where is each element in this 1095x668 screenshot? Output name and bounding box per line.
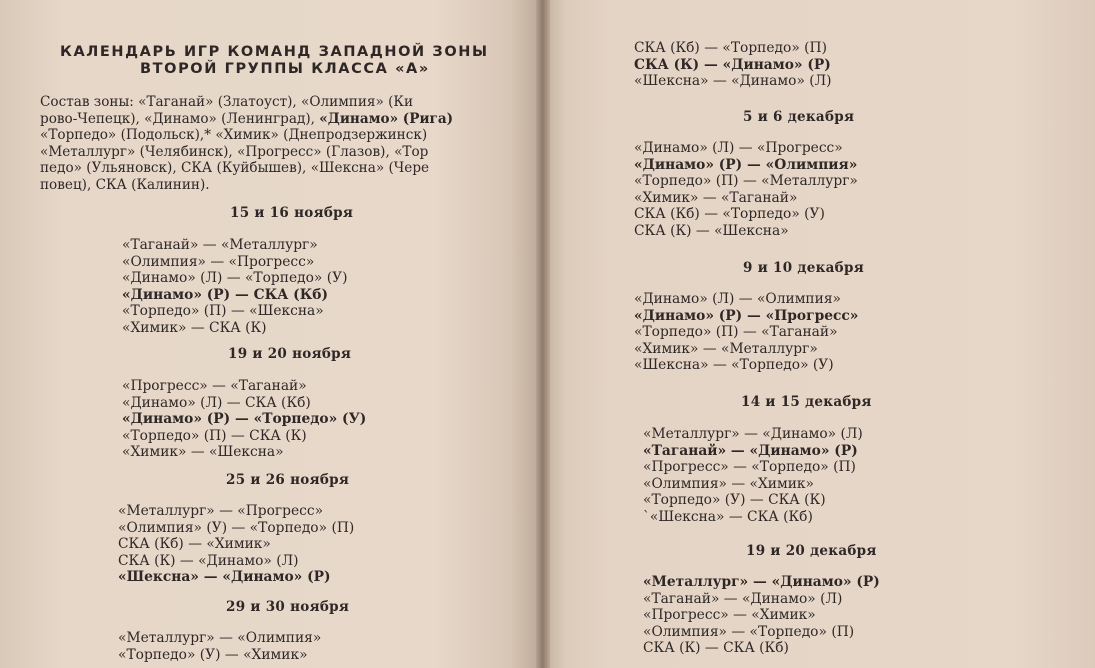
continued-games-list	[634, 40, 832, 90]
game-matchup: «Динамо» (Р) — «Олимпия»	[634, 156, 858, 173]
left-page	[0, 0, 543, 668]
game-matchup: «Химик» — «Шексна»	[122, 444, 284, 461]
round-date-heading: 14 и 15 декабря	[741, 394, 872, 410]
game-matchup: «Шексна» — «Динамо» (Л)	[634, 73, 832, 90]
game-matchup: «Таганай» — «Динамо» (Л)	[643, 590, 843, 607]
game-matchup: «Динамо» (Л) — «Олимпия»	[634, 291, 841, 307]
intro-bold-text: «Динамо» (Рига)	[319, 110, 454, 127]
game-matchup: «Шексна» — «Торпедо» (У)	[634, 357, 834, 374]
game-matchup: «Торпедо» (У) — «Химик»	[118, 646, 308, 663]
round-games-list	[634, 140, 858, 240]
game-matchup: СКА (К) — «Динамо» (Р)	[634, 56, 831, 73]
game-matchup: «Торпедо» (П) — СКА (К)	[122, 427, 307, 444]
game-matchup: «Химик» — СКА (К)	[122, 319, 267, 336]
game-matchup: «Шексна» — «Динамо» (Р)	[118, 569, 331, 586]
intro-text: рово-Чепецк), «Динамо» (Ленинград),	[40, 110, 320, 127]
round-games-list	[118, 503, 354, 586]
game-matchup: СКА (К) — «Динамо» (Л)	[118, 552, 299, 569]
intro-text: «Металлург» (Челябинск), «Прогресс» (Глазов), «Тор	[40, 143, 429, 160]
game-matchup: «Динамо» (Р) — «Торпедо» (У)	[122, 411, 367, 428]
game-matchup: «Прогресс» — «Таганай»	[122, 378, 307, 394]
round-games-list	[122, 378, 366, 461]
game-matchup: СКА (Кб) — «Торпедо» (П)	[634, 40, 827, 56]
game-matchup: «Металлург» — «Прогресс»	[118, 503, 324, 519]
intro-text: «Торпедо» (Подольск),* «Химик» (Днепродзержинск)	[40, 127, 428, 144]
game-matchup: «Торпедо» (П) — «Шексна»	[122, 303, 324, 320]
game-matchup: СКА (К) — «Шексна»	[634, 222, 789, 239]
round-date-heading: 15 и 16 ноября	[230, 205, 354, 221]
game-matchup: «Металлург» — «Олимпия»	[118, 630, 322, 646]
round-date-heading: 19 и 20 ноября	[228, 346, 352, 362]
game-matchup: «Химик» — «Таганай»	[634, 189, 798, 206]
game-matchup: «Олимпия» — «Химик»	[643, 475, 814, 492]
intro-text: Состав зоны: «Таганай» (Златоуст), «Олимпия» (Ки	[40, 94, 413, 110]
round-date-heading: 5 и 6 декабря	[743, 109, 855, 125]
game-matchup: СКА (Кб) — «Торпедо» (У)	[634, 206, 825, 223]
calendar-title-line1: КАЛЕНДАРЬ ИГР КОМАНД ЗАПАДНОЙ ЗОНЫ	[60, 44, 489, 60]
intro-line	[40, 111, 543, 128]
zone-composition-paragraph	[40, 94, 543, 194]
game-matchup: «Прогресс» — «Торпедо» (П)	[643, 459, 856, 476]
game-matchup: «Прогресс» — «Химик»	[643, 607, 816, 624]
round-date-heading: 25 и 26 ноября	[226, 472, 350, 488]
game-matchup: СКА (К) — СКА (Кб)	[643, 640, 789, 657]
round-games-list	[122, 237, 348, 337]
game-matchup: «Динамо» (Л) — «Прогресс»	[634, 140, 843, 156]
round-games-list	[634, 291, 858, 374]
intro-line	[40, 127, 543, 144]
intro-text: повец), СКА (Калинин).	[40, 176, 210, 193]
game-matchup: «Торпедо» (П) — «Таганай»	[634, 324, 838, 341]
game-matchup: «Торпедо» (П) — «Металлург»	[634, 173, 858, 190]
game-matchup: «Химик» — «Металлург»	[634, 340, 818, 357]
intro-text: педо» (Ульяновск), СКА (Куйбышев), «Шексна» (Чере	[40, 160, 430, 177]
game-matchup: «Таганай» — «Динамо» (Р)	[643, 442, 858, 459]
game-matchup: `«Шексна» — СКА (Кб)	[643, 508, 813, 525]
round-games-list	[118, 630, 321, 663]
intro-line	[40, 144, 543, 161]
game-matchup: «Динамо» (Л) — СКА (Кб)	[122, 394, 311, 411]
game-matchup: «Металлург» — «Динамо» (Р)	[643, 574, 880, 590]
game-matchup: «Таганай» — «Металлург»	[122, 237, 318, 253]
round-games-list	[643, 426, 863, 526]
game-matchup: «Металлург» — «Динамо» (Л)	[643, 426, 863, 442]
game-matchup: «Олимпия» — «Торпедо» (П)	[643, 623, 855, 640]
game-matchup: СКА (Кб) — «Химик»	[118, 536, 271, 553]
round-date-heading: 19 и 20 декабря	[746, 543, 877, 559]
game-matchup: «Олимпия» (У) — «Торпедо» (П)	[118, 519, 355, 536]
game-matchup: «Олимпия» — «Прогресс»	[122, 253, 315, 270]
game-matchup: «Торпедо» (У) — СКА (К)	[643, 492, 826, 509]
round-date-heading: 29 и 30 ноября	[226, 599, 350, 615]
intro-line	[40, 160, 543, 177]
calendar-title-line2: ВТОРОЙ ГРУППЫ КЛАССА «А»	[140, 61, 430, 77]
intro-line	[40, 177, 543, 194]
game-matchup: «Динамо» (Л) — «Торпедо» (У)	[122, 270, 348, 287]
round-date-heading: 9 и 10 декабря	[743, 260, 864, 276]
round-games-list	[643, 574, 880, 657]
book-gutter	[536, 0, 550, 668]
intro-line	[40, 94, 543, 111]
right-page	[543, 0, 1095, 668]
game-matchup: «Динамо» (Р) — «Прогресс»	[634, 307, 859, 324]
game-matchup: «Динамо» (Р) — СКА (Кб)	[122, 286, 328, 303]
